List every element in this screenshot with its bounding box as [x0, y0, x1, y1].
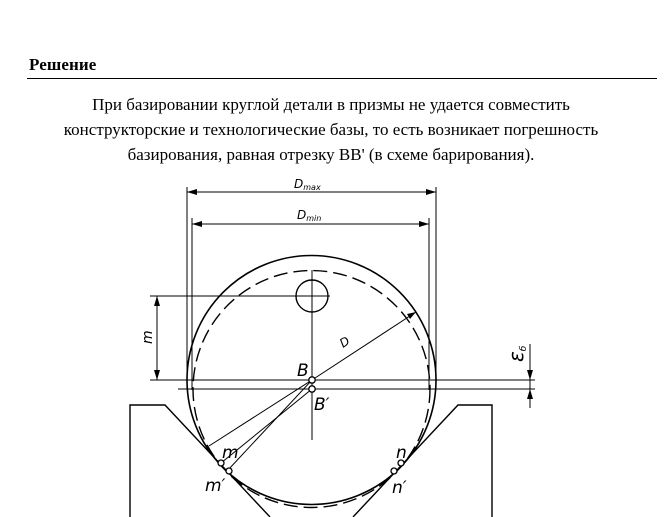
dmin-arrow-right — [419, 221, 429, 227]
line-b-to-m — [209, 380, 312, 446]
point-m-prime — [226, 468, 232, 474]
eps-arrow-bottom — [527, 389, 533, 399]
dmin-arrow-left — [192, 221, 202, 227]
dmin-label: Dmin — [297, 208, 322, 223]
paragraph-line-1: При базировании круглой детали в призмы не удается совместить — [92, 95, 570, 114]
m-dimension-label: m — [140, 330, 156, 344]
eps-label: εб — [504, 345, 529, 362]
b-label: B — [297, 361, 309, 381]
radius-arrow — [407, 312, 416, 319]
line-b-to-m-lower — [228, 380, 312, 470]
radius-line — [312, 312, 416, 380]
d-label: D — [337, 333, 353, 351]
n-point-label: n — [396, 443, 407, 463]
m-prime-label: m′ — [205, 476, 226, 496]
dmax-label: Dmax — [294, 177, 321, 192]
dmax-arrow-right — [426, 189, 436, 195]
m-point-label: m — [222, 443, 239, 463]
n-prime-label: n′ — [392, 478, 407, 498]
prism-left-face — [130, 405, 270, 517]
dmax-arrow-left — [187, 189, 197, 195]
m-arrow-top — [154, 296, 160, 306]
b-prime-label: B′ — [314, 395, 330, 415]
paragraph-line-3: базирования, равная отрезку ВВ' (в схеме барирования). — [127, 145, 535, 164]
point-n-prime — [391, 468, 397, 474]
m-arrow-bottom — [154, 370, 160, 380]
point-b-prime — [309, 386, 315, 392]
point-b — [309, 377, 315, 383]
paragraph-line-2: конструкторские и технологические базы, то есть возникает погрешность — [63, 120, 599, 139]
prism-right-face — [353, 405, 492, 517]
eps-arrow-top — [527, 370, 533, 380]
section-heading: Решение — [29, 55, 97, 74]
